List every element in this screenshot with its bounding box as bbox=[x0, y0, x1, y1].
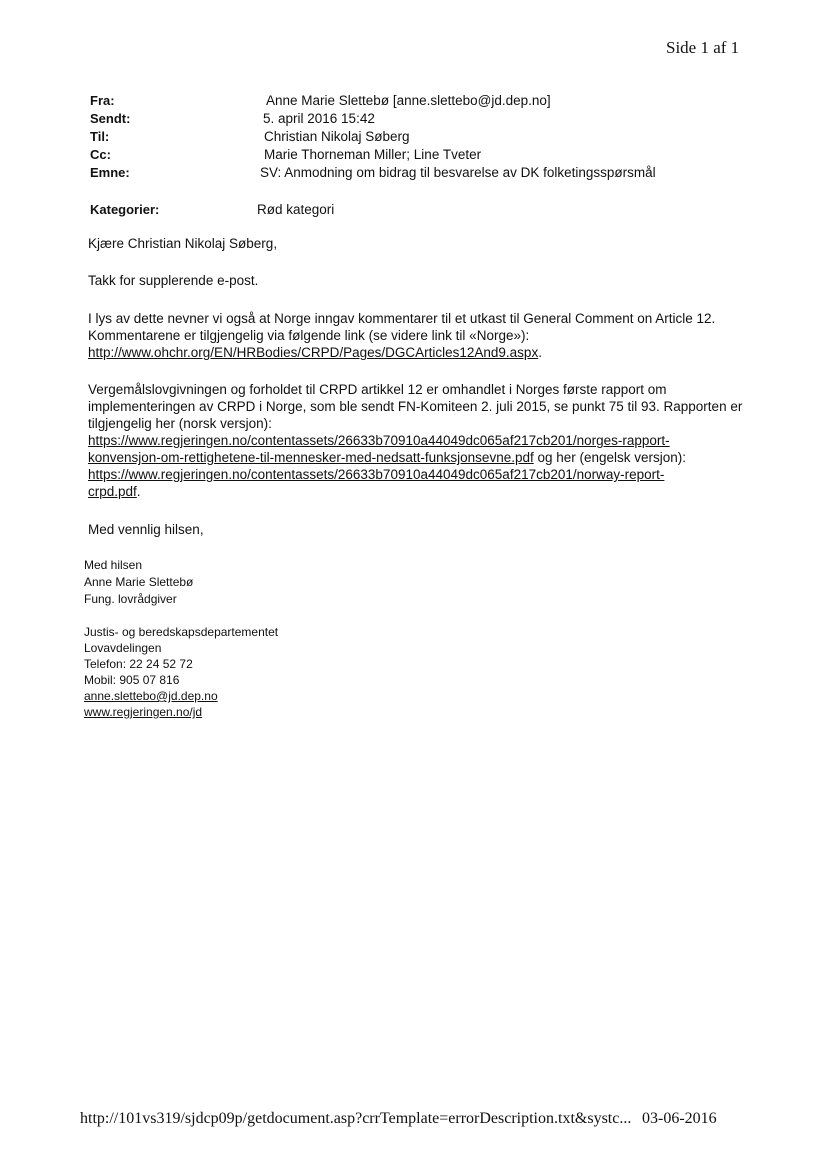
from-label: Fra: bbox=[90, 93, 115, 108]
signature-phone: Telefon: 22 24 52 72 bbox=[84, 657, 193, 671]
signature-title: Fung. lovrådgiver bbox=[84, 592, 177, 606]
paragraph-2-line-2: implementeringen av CRPD i Norge, som ble sendt FN-Komiteen 2. juli 2015, se punkt 75 til 93. Rapporten er bbox=[88, 399, 743, 414]
paragraph-1-line-1: I lys av dette nevner vi også at Norge inngav kommentarer til et utkast til General Comment on Article 12. bbox=[88, 311, 716, 326]
signature-mobile: Mobil: 905 07 816 bbox=[84, 673, 180, 687]
to-value: Christian Nikolaj Søberg bbox=[264, 129, 410, 144]
report-link-norwegian-part-1[interactable]: https://www.regjeringen.no/contentassets/26633b70910a44049dc065af217cb201/norges-rapport- bbox=[88, 433, 670, 448]
subject-label: Emne: bbox=[90, 165, 130, 180]
sent-label: Sendt: bbox=[90, 111, 131, 126]
thanks-line: Takk for supplerende e-post. bbox=[88, 273, 259, 288]
ohchr-link[interactable]: http://www.ohchr.org/EN/HRBodies/CRPD/Pages/DGCArticles12And9.aspx bbox=[88, 345, 539, 360]
paragraph-1-line-3 bbox=[88, 344, 542, 362]
report-link-norwegian-part-2[interactable]: konvensjon-om-rettighetene-til-mennesker-med-nedsatt-funksjonsevne.pdf bbox=[88, 450, 534, 465]
sent-value: 5. april 2016 15:42 bbox=[263, 111, 375, 126]
cc-value: Marie Thorneman Miller; Line Tveter bbox=[264, 147, 482, 162]
report-link-english-line-1[interactable] bbox=[88, 466, 664, 484]
cc-label: Cc: bbox=[90, 147, 111, 162]
paragraph-1-end: . bbox=[538, 345, 542, 360]
signature-ministry: Justis- og beredskapsdepartementet bbox=[84, 625, 279, 639]
paragraph-2-mid: og her (engelsk versjon): bbox=[533, 450, 687, 465]
paragraph-2-end: . bbox=[136, 484, 141, 499]
categories-value: Rød kategori bbox=[257, 202, 335, 217]
paragraph-2-line-1: Vergemålslovgivningen og forholdet til CRPD artikkel 12 er omhandlet i Norges første rapport om bbox=[88, 382, 667, 397]
to-label: Til: bbox=[90, 129, 110, 144]
page-number: Side 1 af 1 bbox=[666, 38, 740, 57]
paragraph-2-line-5 bbox=[88, 449, 686, 467]
report-link-english-part-1[interactable]: https://www.regjeringen.no/contentassets/26633b70910a44049dc065af217cb201/norway-report- bbox=[88, 467, 665, 482]
subject-value: SV: Anmodning om bidrag til besvarelse av DK folketingsspørsmål bbox=[260, 165, 656, 180]
from-value: Anne Marie Slettebø [anne.slettebo@jd.dep.no] bbox=[266, 93, 551, 108]
signature-line-1: Med hilsen bbox=[84, 558, 143, 572]
signature-department: Lovavdelingen bbox=[84, 641, 162, 655]
categories-label: Kategorier: bbox=[90, 202, 160, 217]
report-link-norwegian-line-1[interactable] bbox=[88, 432, 670, 450]
footer-date: 03-06-2016 bbox=[642, 1110, 717, 1127]
signature-email-link[interactable]: anne.slettebo@jd.dep.no bbox=[84, 689, 218, 703]
footer-url: http://101vs319/sjdcp09p/getdocument.asp?crrTemplate=errorDescription.txt&systc... bbox=[80, 1110, 632, 1127]
paragraph-2-line-3: tilgjengelig her (norsk versjon): bbox=[88, 416, 272, 431]
paragraph-2-line-7 bbox=[88, 483, 141, 501]
signature-web-link[interactable]: www.regjeringen.no/jd bbox=[84, 705, 203, 719]
report-link-english-part-2[interactable]: crpd.pdf bbox=[88, 484, 137, 499]
greeting: Kjære Christian Nikolaj Søberg, bbox=[88, 236, 278, 251]
signature-name: Anne Marie Slettebø bbox=[84, 575, 194, 589]
paragraph-1-line-2: Kommentarene er tilgjengelig via følgende link (se videre link til «Norge»): bbox=[88, 328, 530, 343]
closing: Med vennlig hilsen, bbox=[88, 522, 204, 537]
